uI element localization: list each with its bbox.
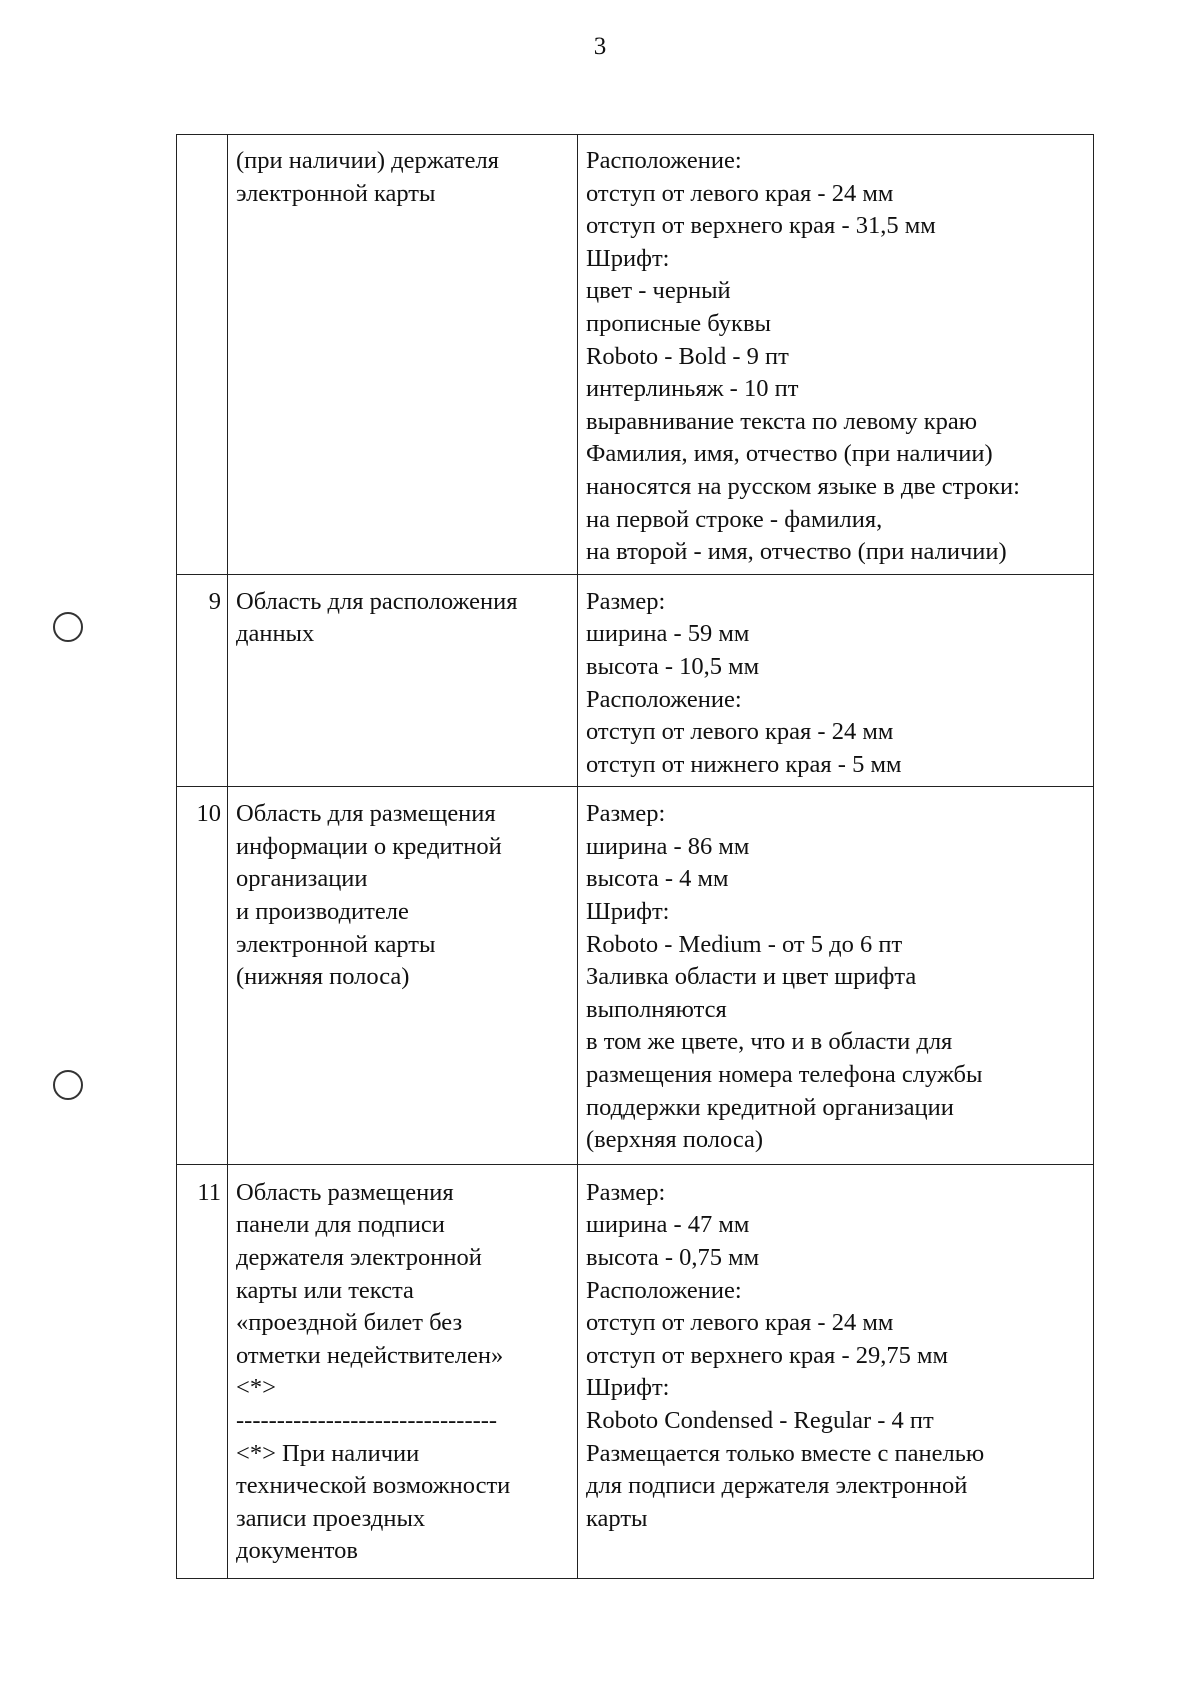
text-line: данных bbox=[236, 620, 315, 648]
text-line: Расположение: bbox=[586, 685, 742, 713]
text-line: Шрифт: bbox=[586, 1374, 670, 1402]
table-row bbox=[177, 574, 1094, 787]
text-line: Расположение: bbox=[586, 147, 742, 174]
text-line: наносятся на русском языке в две строки: bbox=[586, 472, 1020, 500]
text-line: и производителе bbox=[236, 898, 409, 926]
text-line: ширина - 47 мм bbox=[586, 1211, 750, 1239]
text-line: выполняются bbox=[586, 995, 727, 1023]
text-line: высота - 10,5 мм bbox=[586, 652, 760, 680]
table-row bbox=[177, 135, 1094, 575]
text-line: Размещается только вместе с панелью bbox=[586, 1439, 985, 1467]
text-line: отступ от нижнего края - 5 мм bbox=[586, 750, 902, 778]
text-line: отступ от левого края - 24 мм bbox=[586, 179, 894, 207]
row-number bbox=[177, 135, 228, 575]
footnote-text: записи проездных bbox=[236, 1504, 426, 1532]
text-line: Фамилия, имя, отчество (при наличии) bbox=[586, 440, 993, 468]
text-line: (при наличии) держателя bbox=[236, 147, 499, 174]
element-description bbox=[578, 1164, 1094, 1578]
table-row bbox=[177, 1164, 1094, 1578]
text-line: Размер: bbox=[586, 1178, 666, 1206]
text-line: Шрифт: bbox=[586, 898, 670, 926]
text-line: интерлиньяж - 10 пт bbox=[586, 375, 799, 403]
text-line: карты bbox=[586, 1504, 648, 1532]
text-line: Область для расположения bbox=[236, 587, 518, 615]
element-name bbox=[228, 787, 578, 1165]
text-line: для подписи держателя электронной bbox=[586, 1472, 968, 1500]
text-line: цвет - черный bbox=[586, 277, 731, 305]
element-description bbox=[578, 574, 1094, 787]
text-line: (нижняя полоса) bbox=[236, 963, 410, 991]
footnote-marker: <*> bbox=[236, 1374, 276, 1402]
text-line: Roboto Condensed - Regular - 4 пт bbox=[586, 1406, 934, 1434]
footnote-text: <*> При наличии bbox=[236, 1439, 420, 1467]
text-line: ширина - 86 мм bbox=[586, 832, 750, 860]
footnote-text: документов bbox=[236, 1537, 358, 1565]
text-line: Размер: bbox=[586, 587, 666, 615]
text-line: (верхняя полоса) bbox=[586, 1126, 764, 1154]
punch-hole-bottom bbox=[53, 1070, 83, 1100]
element-description bbox=[578, 135, 1094, 575]
text-line: выравнивание текста по левому краю bbox=[586, 407, 978, 435]
text-line: информации о кредитной bbox=[236, 832, 502, 860]
text-line: на второй - имя, отчество (при наличии) bbox=[586, 538, 1007, 566]
text-line: отступ от левого края - 24 мм bbox=[586, 718, 894, 746]
text-line: поддержки кредитной организации bbox=[586, 1093, 954, 1121]
text-line: высота - 0,75 мм bbox=[586, 1244, 760, 1271]
text-line: высота - 4 мм bbox=[586, 865, 729, 893]
text-line: отступ от верхнего края - 29,75 мм bbox=[586, 1341, 948, 1369]
row-number: 9 bbox=[177, 574, 228, 787]
text-line: держателя электронной bbox=[236, 1244, 482, 1271]
text-line: электронной карты bbox=[236, 930, 436, 958]
row-number: 10 bbox=[177, 787, 228, 1165]
text-line: электронной карты bbox=[236, 179, 436, 207]
page-number: 3 bbox=[593, 33, 607, 60]
text-line: панели для подписи bbox=[236, 1211, 445, 1239]
text-line: организации bbox=[236, 865, 368, 893]
text-line: отступ от левого края - 24 мм bbox=[586, 1309, 894, 1337]
text-line: Размер: bbox=[586, 800, 666, 828]
punch-hole-top bbox=[53, 612, 83, 642]
table-row bbox=[177, 787, 1094, 1165]
element-name bbox=[228, 574, 578, 787]
text-line: Roboto - Medium - от 5 до 6 пт bbox=[586, 930, 903, 958]
text-line: на первой строке - фамилия, bbox=[586, 505, 883, 533]
footnote-separator: -------------------------------- bbox=[236, 1406, 498, 1434]
text-line: Roboto - Bold - 9 пт bbox=[586, 342, 789, 370]
text-line: «проездной билет без bbox=[236, 1309, 463, 1337]
text-line: прописные буквы bbox=[586, 309, 771, 337]
text-line: ширина - 59 мм bbox=[586, 620, 750, 648]
text-line: Шрифт: bbox=[586, 244, 670, 272]
row-number: 11 bbox=[177, 1164, 228, 1578]
text-line: в том же цвете, что и в области для bbox=[586, 1028, 953, 1056]
element-name bbox=[228, 135, 578, 575]
footnote-text: технической возможности bbox=[236, 1472, 511, 1500]
element-description bbox=[578, 787, 1094, 1165]
text-line: Расположение: bbox=[586, 1276, 742, 1304]
element-name bbox=[228, 1164, 578, 1578]
text-line: отметки недействителен» bbox=[236, 1341, 504, 1369]
text-line: размещения номера телефона службы bbox=[586, 1061, 983, 1089]
text-line: отступ от верхнего края - 31,5 мм bbox=[586, 212, 936, 240]
text-line: Область размещения bbox=[236, 1178, 454, 1206]
text-line: Область для размещения bbox=[236, 800, 496, 828]
specification-table bbox=[176, 134, 1094, 1579]
text-line: карты или текста bbox=[236, 1276, 414, 1304]
text-line: Заливка области и цвет шрифта bbox=[586, 963, 917, 991]
